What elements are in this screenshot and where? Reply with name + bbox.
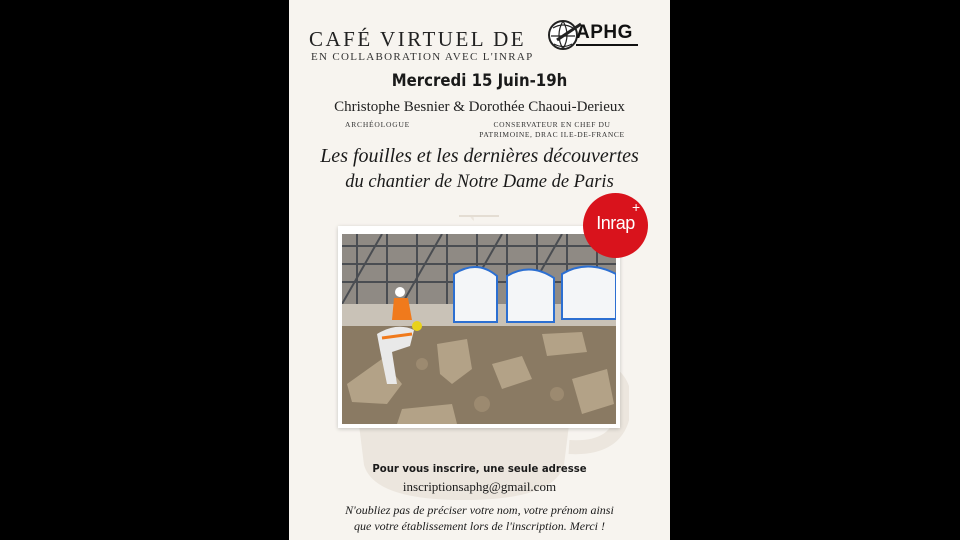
headline-line1: Les fouilles et les dernières découvertes bbox=[320, 145, 639, 167]
inrap-badge bbox=[583, 193, 648, 258]
inrap-plus-icon: + bbox=[632, 199, 641, 215]
headline-line2: du chantier de Notre Dame de Paris bbox=[345, 172, 614, 192]
register-label: Pour vous inscrire, une seule adresse bbox=[372, 462, 587, 475]
inrap-badge-text: Inrap bbox=[596, 213, 635, 233]
aphg-logo-text: APHG bbox=[576, 22, 633, 43]
speaker2-role: CONSERVATEUR EN CHEF DU PATRIMOINE, DRAC ILE-DE-FRANCE bbox=[479, 120, 625, 139]
cafe-title: CAFÉ VIRTUEL DE bbox=[309, 27, 527, 51]
excavation-photo bbox=[342, 234, 616, 424]
event-date: Mercredi 15 Juin-19h bbox=[391, 71, 568, 91]
speakers: Christophe Besnier & Dorothée Chaoui-Derieux bbox=[334, 99, 625, 115]
note-line2: que votre établissement lors de l'inscription. Merci ! bbox=[354, 519, 605, 533]
logo-underline bbox=[576, 44, 638, 46]
speaker1-role: ARCHÉOLOGUE bbox=[345, 120, 411, 129]
event-poster bbox=[289, 0, 670, 540]
collaboration-subtitle: EN COLLABORATION AVEC L'INRAP bbox=[311, 51, 534, 63]
register-email: inscriptionsaphg@gmail.com bbox=[402, 479, 557, 494]
note-line1: N'oubliez pas de préciser votre nom, votre prénom ainsi bbox=[345, 503, 614, 517]
photo-frame bbox=[338, 226, 620, 428]
